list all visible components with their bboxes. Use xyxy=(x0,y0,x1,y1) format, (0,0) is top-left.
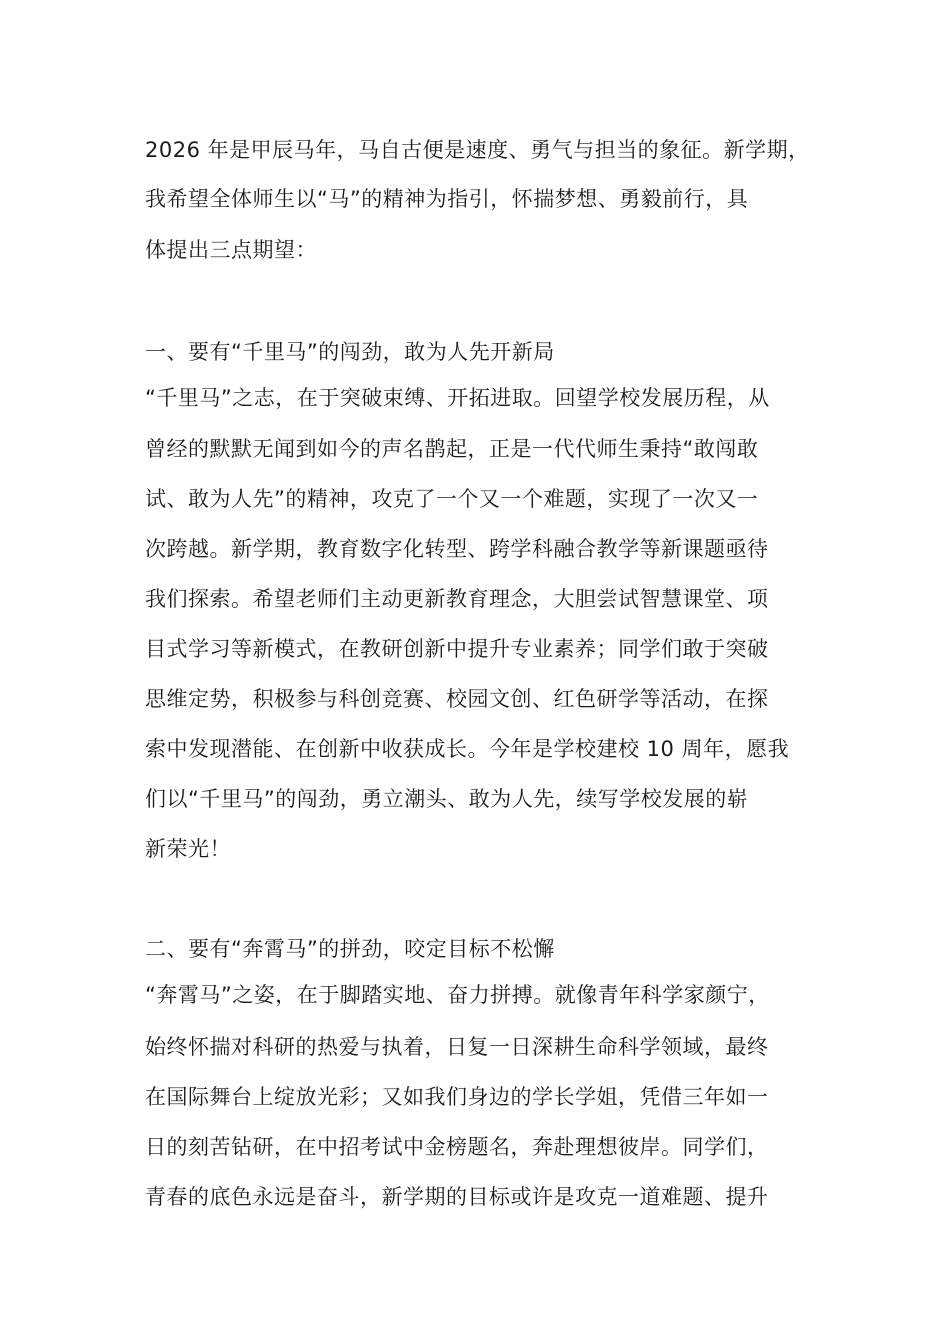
section2-line-5: 青春的底色永远是奋斗，新学期的目标或许是攻克一道难题、提升 xyxy=(145,1185,769,1209)
section1-line-7: 思维定势，积极参与科创竞赛、校园文创、红色研学等活动，在探 xyxy=(145,687,769,711)
section1-line-4: 次跨越。新学期，教育数字化转型、跨学科融合教学等新课题亟待 xyxy=(145,537,769,561)
section2-line-1: “奔霄马”之姿，在于脚踏实地、奋力拼搏。就像青年科学家颜宁， xyxy=(145,983,770,1007)
section1-line-2: 曾经的默默无闻到如今的声名鹊起，正是一代代师生秉持“敢闯敢 xyxy=(145,437,759,461)
section1-line-3: 试、敢为人先”的精神，攻克了一个又一个难题，实现了一次又一 xyxy=(145,487,759,511)
section1-line-1: “千里马”之志，在于突破束缚、开拓进取。回望学校发展历程，从 xyxy=(145,386,770,410)
section2-line-3: 在国际舞台上绽放光彩；又如我们身边的学长学姐，凭借三年如一 xyxy=(145,1085,769,1109)
section1-line-5: 我们探索。希望老师们主动更新教育理念，大胆尝试智慧课堂、项 xyxy=(145,587,769,611)
intro-line-3: 体提出三点期望： xyxy=(145,238,317,262)
section1-line-8: 索中发现潜能、在创新中收获成长。今年是学校建校 10 周年，愿我 xyxy=(145,737,790,761)
section2-heading: 二、要有“奔霄马”的拼劲，咬定目标不松懈 xyxy=(145,937,555,961)
section1-line-9: 们以“千里马”的闯劲，勇立潮头、敢为人先，续写学校发展的崭 xyxy=(145,787,749,811)
section1-line-6: 目式学习等新模式，在教研创新中提升专业素养；同学们敢于突破 xyxy=(145,637,769,661)
intro-line-2: 我希望全体师生以“马”的精神为指引，怀揣梦想、勇毅前行，具 xyxy=(145,187,749,211)
section1-line-10: 新荣光！ xyxy=(145,837,231,861)
intro-line-1: 2026 年是甲辰马年，马自古便是速度、勇气与担当的象征。新学期， xyxy=(145,138,810,162)
section2-line-2: 始终怀揣对科研的热爱与执着，日复一日深耕生命科学领域，最终 xyxy=(145,1035,769,1059)
section2-line-4: 日的刻苦钻研，在中招考试中金榜题名，奔赴理想彼岸。同学们， xyxy=(145,1135,769,1159)
section1-heading: 一、要有“千里马”的闯劲，敢为人先开新局 xyxy=(145,340,555,364)
